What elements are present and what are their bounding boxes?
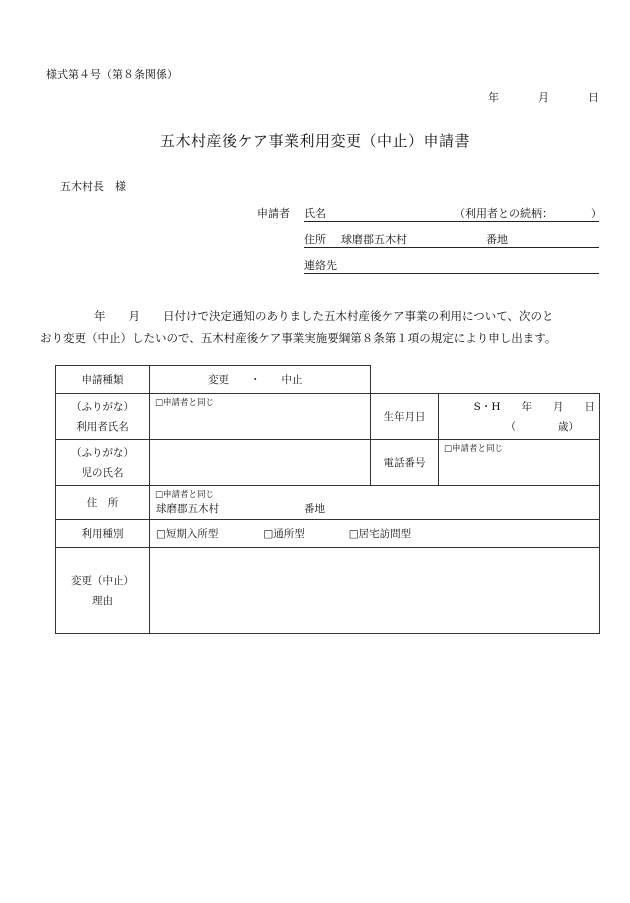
date-year: 年 [488,91,499,104]
applicant-name-label: 氏名 [304,207,326,220]
table-row [56,440,600,486]
usage-type-options [150,520,600,548]
applicant-address-value: 球磨郡五木村 [341,233,407,246]
child-name-furigana: （ふりがな） [71,446,134,459]
reason-label-cell [56,548,150,634]
table-row [56,394,600,440]
applicant-contact-line[interactable] [304,257,599,274]
child-name-field[interactable] [150,440,371,486]
user-name-field[interactable] [150,394,371,440]
date-month: 月 [538,91,549,104]
applicant-address-suffix: 番地 [486,233,508,246]
table-row [56,520,600,548]
reason-label-line-1: 変更（中止） [71,574,134,587]
body-line-2: おり変更（中止）したいので、五木村産後ケア事業実施要綱第８条第１項の規定により申し出ます。 [40,331,557,345]
application-table [55,365,600,634]
phone-same-as-applicant-checkbox[interactable]: □申請者と同じ [444,444,504,454]
usage-day-care-checkbox[interactable]: □通所型 [263,528,305,540]
table-blank-cell [439,366,600,394]
reason-field[interactable] [150,548,600,634]
address-value: 球磨郡五木村 [156,502,219,515]
user-same-as-applicant-checkbox[interactable]: □申請者と同じ [155,398,215,408]
birth-age: （ 歳） [505,420,579,433]
body-paragraph [40,305,600,349]
phone-label: 電話番号 [371,440,439,486]
usage-type-label: 利用種別 [56,520,150,548]
user-name-label-cell [56,394,150,440]
reason-label-line-2: 理由 [92,594,113,607]
phone-field[interactable] [439,440,600,486]
birth-date-era: S・H 年 月 日 [473,400,595,413]
applicant-relation-label: （利用者との続柄： [454,207,553,220]
applicant-address-line[interactable] [304,231,599,248]
document-title: 五木村産後ケア事業利用変更（中止）申請書 [159,132,470,150]
user-name-label: 利用者氏名 [76,420,129,433]
applicant-address-label: 住所 [304,233,326,246]
address-field[interactable] [150,486,600,520]
request-type-label: 申請種類 [56,366,150,394]
table-blank-cell [371,366,439,394]
applicant-name-line[interactable] [304,205,602,222]
usage-home-visit-checkbox[interactable]: □居宅訪問型 [348,528,412,540]
birth-date-field[interactable] [439,394,600,440]
child-name-label-cell [56,440,150,486]
applicant-label: 申請者 [257,207,290,220]
applicant-contact-label: 連絡先 [304,259,337,272]
date-day: 日 [588,91,599,104]
child-name-label: 児の氏名 [81,466,124,479]
birth-date-label: 生年月日 [371,394,439,440]
table-row [56,366,600,394]
table-row [56,486,600,520]
address-same-as-applicant-checkbox[interactable]: □申請者と同じ [155,490,215,500]
form-number: 様式第４号（第８条関係） [46,68,178,81]
addressee: 五木村長 様 [60,180,126,193]
applicant-relation-close: ） [591,207,602,220]
user-name-furigana: （ふりがな） [71,400,134,413]
request-type-value[interactable]: 変更 ・ 中止 [150,366,371,394]
usage-short-stay-checkbox[interactable]: □短期入所型 [156,528,219,540]
body-line-1: 年 月 日付けで決定通知のありました五木村産後ケア事業の利用について、次のと [94,309,554,323]
address-label: 住 所 [56,486,150,520]
address-suffix: 番地 [304,502,325,515]
table-row [56,548,600,634]
